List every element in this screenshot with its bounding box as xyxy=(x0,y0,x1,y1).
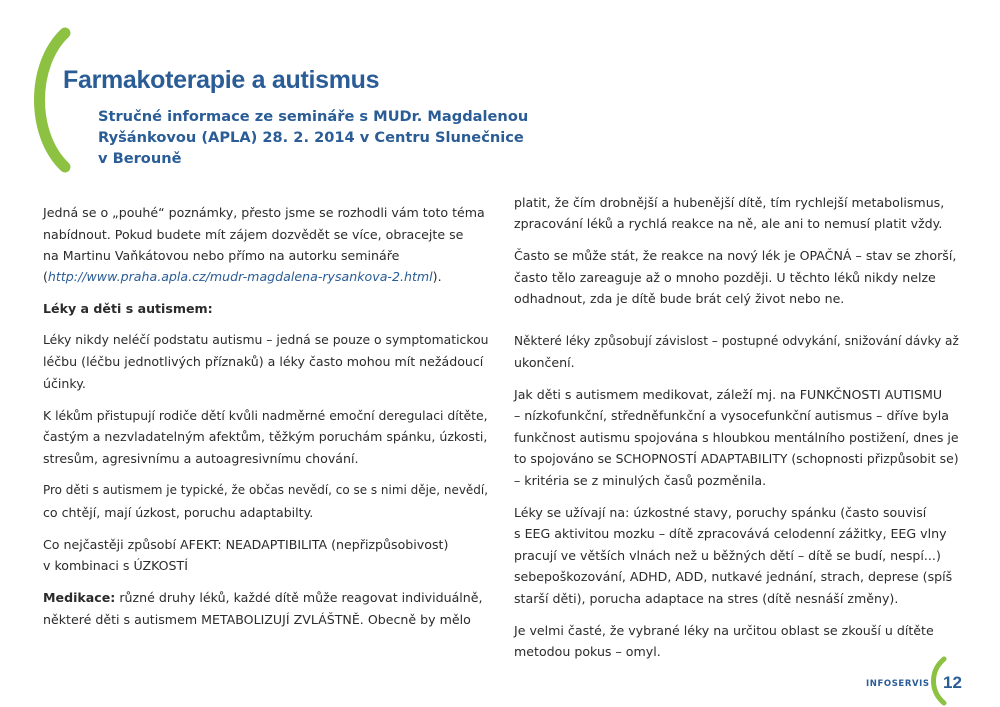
paragraph-line: sebepoškozování, ADHD, ADD, nutkavé jednání, strach, deprese (spíš xyxy=(514,569,953,584)
paragraph-line: s EEG aktivitou mozku – dítě zpracovává celodenní zážitky, EEG vlny xyxy=(514,526,947,541)
paragraph-line: Jedná se o „pouhé“ poznámky, přesto jsme se rozhodli vám toto téma xyxy=(43,205,485,220)
paragraph-line: odhadnout, zda je dítě bude brát celý život nebo ne. xyxy=(514,291,845,306)
paragraph-line: na Martinu Vaňkátovou nebo přímo na autorku semináře xyxy=(43,248,400,263)
paragraph-line xyxy=(43,590,483,605)
paragraph-line: metodou pokus – omyl. xyxy=(514,644,661,659)
text-fragment: různé druhy léků, každé dítě může reagovat individuálně, xyxy=(115,590,483,605)
paragraph-line: K lékům přistupují rodiče dětí kvůli nadměrné emoční deregulaci dítěte, xyxy=(43,408,488,423)
paragraph-line: Léky nikdy neléčí podstatu autismu – jedná se pouze o symptomatickou xyxy=(43,333,489,347)
page-number: 12 xyxy=(943,673,962,692)
publication-label: INFOSERVIS xyxy=(866,679,930,689)
paragraph-line: nabídnout. Pokud budete mít zájem dozvědět se více, obracejte se xyxy=(43,227,464,242)
paragraph-line: pracují ve větších vlnách než u běžných dětí – dítě se budí, nespí...) xyxy=(514,548,941,563)
text-fragment: ). xyxy=(432,269,442,284)
paragraph-line: v kombinaci s ÚZKOSTÍ xyxy=(43,558,188,573)
paragraph-line: léčbu (léčbu jednotlivých příznaků) a léky často mohou mít nežádoucí xyxy=(43,354,484,369)
paragraph-line: ukončení. xyxy=(514,355,575,370)
paragraph-line: Co nejčastěji způsobí AFEKT: NEADAPTIBILITA (nepřizpůsobivost) xyxy=(43,537,449,552)
paragraph-line: často tělo zareaguje až o mnoho později. U těchto léků nikdy nelze xyxy=(514,270,936,285)
paragraph-line: Léky se užívají na: úzkostné stavy, poruchy spánku (často souvisí xyxy=(514,505,927,520)
paragraph-line: Pro děti s autismem je typické, že občas nevědí, co se s nimi děje, nevědí, xyxy=(43,483,489,497)
paragraph-line xyxy=(43,269,442,284)
paragraph-line: účinky. xyxy=(43,376,86,391)
paragraph-line: starší děti), porucha adaptace na stres (dítě nesnáší změny). xyxy=(514,591,899,606)
paragraph-line: některé děti s autismem METABOLIZUJÍ ZVLÁŠTNĚ. Obecně by mělo xyxy=(43,612,471,627)
page-title: Farmakoterapie a autismus xyxy=(63,66,380,94)
paragraph-line: Některé léky způsobují závislost – postupné odvykání, snižování dávky až xyxy=(514,334,959,348)
subtitle-line: Ryšánkovou (APLA) 28. 2. 2014 v Centru Slunečnice xyxy=(98,129,524,146)
paragraph-line: Jak děti s autismem medikovat, záleží mj. na FUNKČNOSTI AUTISMU xyxy=(514,387,943,402)
section-heading: Léky a děti s autismem: xyxy=(43,301,213,316)
subtitle-line: Stručné informace ze semináře s MUDr. Magdalenou xyxy=(98,108,529,125)
paragraph-line: zpracování léků a rychlá reakce na ně, ale ani to nemusí platit vždy. xyxy=(514,216,943,231)
text-fragment: ( xyxy=(43,269,48,284)
paragraph-line: to spojováno se SCHOPNOSTÍ ADAPTABILITY (schopnosti přizpůsobit se) xyxy=(514,451,959,466)
subtitle-line: v Berouně xyxy=(98,150,182,167)
seminar-link[interactable]: http://www.praha.apla.cz/mudr-magdalena-rysankova-2.html xyxy=(47,269,433,284)
paragraph-line: častým a nezvladatelným afektům, těžkým poruchám spánku, úzkosti, xyxy=(43,429,488,444)
paragraph-line: – nízkofunkční, středněfunkční a vysocefunkční autismus – dříve byla xyxy=(514,408,950,423)
paragraph-line: stresům, agresivnímu a autoagresivnímu chování. xyxy=(43,451,359,466)
paragraph-line: platit, že čím drobnější a hubenější dítě, tím rychlejší metabolismus, xyxy=(514,195,945,210)
paragraph-line: – kritéria se z minulých časů pozměnila. xyxy=(514,473,767,488)
page-subtitle xyxy=(98,106,529,169)
paragraph-line: Je velmi časté, že vybrané léky na určitou oblast se zkouší u dítěte xyxy=(514,623,934,638)
medikace-label: Medikace: xyxy=(43,590,116,605)
paragraph-line: funkčnost autismu spojována s hloubkou mentálního postižení, dnes je xyxy=(514,430,959,445)
paragraph-line: Často se může stát, že reakce na nový lék je OPAČNÁ – stav se zhorší, xyxy=(514,248,957,263)
paragraph-line: co chtějí, mají úzkost, poruchu adaptabilty. xyxy=(43,505,314,520)
